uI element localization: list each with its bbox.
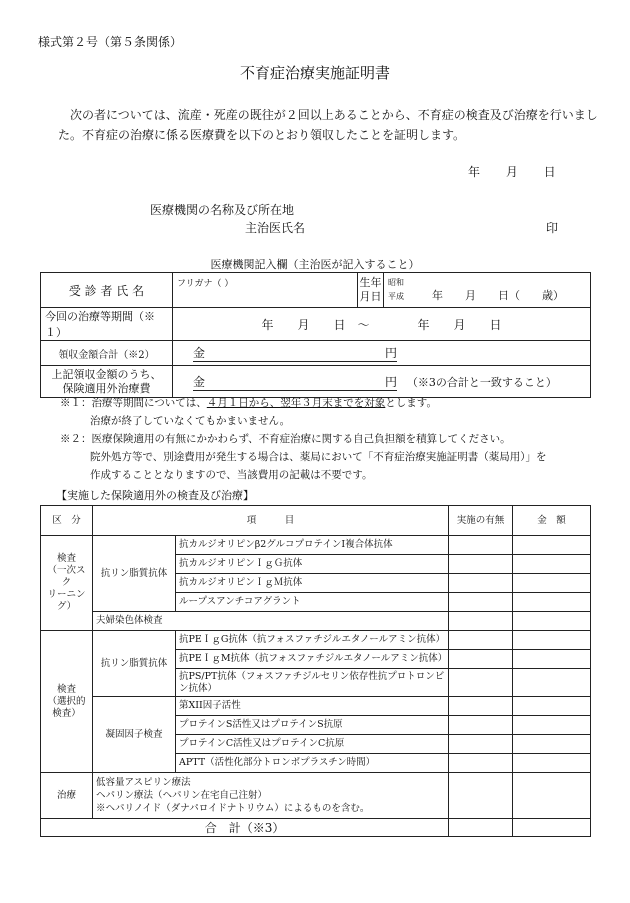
amount-cell[interactable]	[513, 536, 591, 555]
header-done: 実施の有無	[449, 506, 513, 536]
treatment-line: ヘパリン療法（ヘパリン在宅自己注射）	[96, 790, 268, 801]
period-field[interactable]: 年 月 日 ～ 年 月 日	[173, 308, 591, 341]
screening-item: 抗カルジオリピンＩｇＭ抗体	[176, 574, 449, 593]
period-label: 今回の治療等期間（※１）	[41, 308, 173, 341]
note-2: ※２：医療保険適用の有無にかかわらず、不育症治療に関する自己負担額を積算してください。	[60, 433, 511, 445]
patient-name-label: 受 診 者 氏 名	[41, 273, 173, 308]
header-item: 項 目	[93, 506, 449, 536]
coag-item: プロテインC活性又はプロテインC抗原	[176, 735, 449, 754]
patient-info-table	[40, 272, 591, 398]
selective-item: 抗PEＩｇG抗体（抗フォスファチジルエタノールアミン抗体）	[176, 631, 449, 650]
done-cell[interactable]	[449, 631, 513, 650]
amount-cell[interactable]	[513, 669, 591, 697]
done-cell[interactable]	[449, 593, 513, 612]
selective-item: 抗PS/PT抗体（フォスファチジルセリン依存性抗プロトロンビン抗体）	[176, 669, 449, 697]
era-heisei: 平成	[388, 292, 404, 301]
birth-label-line2: 月日	[359, 290, 382, 303]
insured-label	[41, 366, 173, 398]
selective-sub-apl: 抗リン脂質抗体	[93, 631, 176, 697]
institution-label: 医療機関の名称及び所在地	[150, 203, 295, 217]
done-cell[interactable]	[449, 716, 513, 735]
receipt-field[interactable]	[173, 341, 591, 366]
done-cell[interactable]	[449, 612, 513, 631]
note-2c: 作成することとなりますので、当該費用の記載は不要です。	[90, 469, 373, 481]
coag-sub: 凝固因子検査	[93, 697, 176, 773]
doctor-label: 主治医氏名	[245, 221, 306, 235]
done-cell[interactable]	[449, 669, 513, 697]
receipt-amount: 金 円	[193, 346, 398, 360]
screening-item: ループスアンチコアグラント	[176, 593, 449, 612]
done-cell[interactable]	[449, 735, 513, 754]
done-cell[interactable]	[449, 650, 513, 669]
total-label: 合 計（※3）	[41, 819, 449, 837]
karyotype-item: 夫婦染色体検査	[93, 612, 449, 631]
coag-item: プロテインS活性又はプロテインS抗原	[176, 716, 449, 735]
birth-label	[358, 273, 384, 308]
form-number: 様式第２号（第５条関係）	[38, 35, 183, 49]
seal-mark: 印	[546, 221, 559, 235]
amount-cell[interactable]	[513, 735, 591, 754]
amount-cell[interactable]	[513, 555, 591, 574]
done-cell[interactable]	[449, 773, 513, 819]
done-cell[interactable]	[449, 555, 513, 574]
amount-cell[interactable]	[513, 593, 591, 612]
screening-item: 抗カルジオリピンＩｇＧ抗体	[176, 555, 449, 574]
insured-label-line2: 保険適用外治療費	[62, 381, 151, 395]
category-screening: 検査 （一次スク リーニング）	[41, 536, 93, 631]
era-showa: 昭和	[388, 278, 404, 287]
coag-item: 第XII因子活性	[176, 697, 449, 716]
note-1: ※１：治療等期間については、４月１日から、翌年３月末までを対象とします。	[60, 397, 437, 409]
done-cell[interactable]	[449, 574, 513, 593]
note-1b: 治療が終了していなくてもかまいません。	[90, 415, 291, 427]
screening-item: 抗カルジオリピンβ2グルコプロテインI複合体抗体	[176, 536, 449, 555]
category-selective: 検査 （選択的 検査）	[41, 631, 93, 773]
amount-cell[interactable]	[513, 612, 591, 631]
insured-label-line1: 上記領収金額のうち、	[51, 367, 162, 381]
receipt-label: 領収金額合計（※2）	[41, 341, 173, 366]
birth-date-values: 年 月 日（ 歳）	[432, 289, 564, 302]
treatment-item	[93, 773, 449, 819]
amount-cell[interactable]	[513, 773, 591, 819]
birth-date-field[interactable]	[384, 273, 591, 308]
note-2b: 院外処方等で、別途費用が発生する場合は、薬局において「不育症治療実施証明書（薬局用）」を	[90, 451, 547, 463]
header-amount: 金 額	[513, 506, 591, 536]
section-title: 【実施した保険適用外の検査及び治療】	[56, 489, 254, 502]
entry-section-title: 医療機関記入欄（主治医が記入すること）	[210, 258, 420, 271]
treatment-line: 低容量アスピリン療法	[96, 777, 191, 788]
header-category: 区 分	[41, 506, 93, 536]
amount-cell[interactable]	[513, 716, 591, 735]
done-cell[interactable]	[449, 536, 513, 555]
amount-cell[interactable]	[513, 631, 591, 650]
intro-paragraph: 次の者については、流産・死産の既往が２回以上あることから、不育症の検査及び治療を行いました。不育症の治療に係る医療費を以下のとおり領収したことを証明します。	[58, 108, 598, 142]
category-treatment: 治療	[41, 773, 93, 819]
done-cell[interactable]	[449, 697, 513, 716]
coag-item: APTT（活性化部分トロンボプラスチン時間）	[176, 754, 449, 773]
selective-item: 抗PEＩｇM抗体（抗フォスファチジルエタノールアミン抗体）	[176, 650, 449, 669]
amount-cell[interactable]	[513, 650, 591, 669]
issue-date[interactable]: 年 月 日	[468, 165, 556, 179]
insured-note: （※3の合計と一致すること）	[406, 375, 557, 389]
total-amount-cell[interactable]	[513, 819, 591, 837]
insured-amount: 金 円	[193, 374, 398, 389]
treatment-line: ※ヘパリノイド（ダナパロイドナトリウム）によるものを含む。	[96, 803, 370, 814]
total-done-cell	[449, 819, 513, 837]
birth-label-line1: 生年	[359, 276, 382, 289]
amount-cell[interactable]	[513, 697, 591, 716]
screening-sub-apl: 抗リン脂質抗体	[93, 536, 176, 612]
insured-field[interactable]	[173, 366, 591, 398]
note-1-emphasis: ４月１日から、翌年３月末までを対象	[206, 397, 386, 409]
treatment-table	[40, 505, 591, 837]
amount-cell[interactable]	[513, 574, 591, 593]
notes-block	[60, 394, 547, 484]
page-title: 不育症治療実施証明書	[239, 64, 390, 82]
patient-name-field[interactable]: フリガナ（ ）	[173, 273, 358, 308]
done-cell[interactable]	[449, 754, 513, 773]
amount-cell[interactable]	[513, 754, 591, 773]
